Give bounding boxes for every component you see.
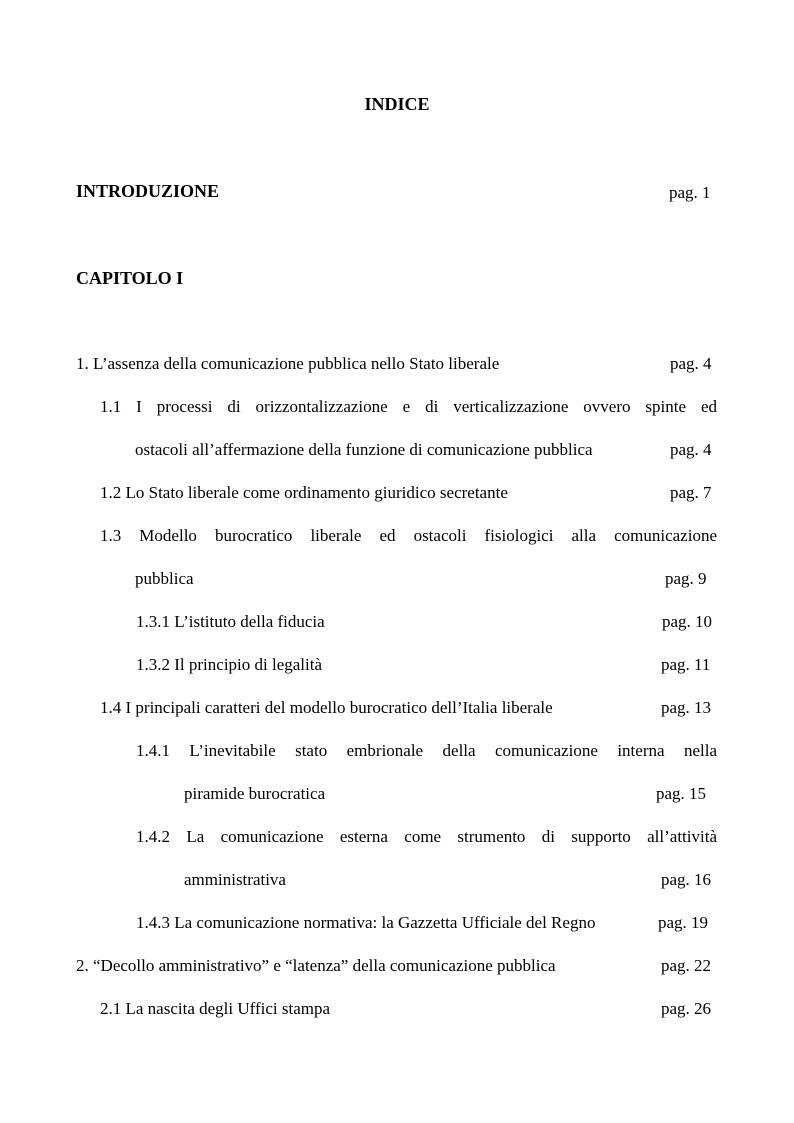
- toc-entry-1-3-1: [0, 610, 794, 634]
- toc-entry-2-1-text: 2.1 La nascita degli Uffici stampa: [100, 999, 331, 1018]
- toc-entry-1-3-2-text: 1.3.2 Il principio di legalità: [136, 655, 323, 674]
- toc-entry-1-3-line1: 1.3 Modello burocratico liberale ed ostacoli fisiologici alla comunicazione: [100, 526, 717, 545]
- toc-entry-1-4-1: [0, 782, 794, 806]
- toc-entry-1-2: [0, 481, 794, 505]
- toc-entry-1-4-2-line2: amministrativa: [184, 870, 286, 889]
- toc-entry-1-1: [0, 438, 794, 462]
- introduzione-heading: INTRODUZIONE: [76, 181, 220, 201]
- toc-entry-1-2-page: pag. 7: [670, 483, 712, 502]
- toc-entry-1-page: pag. 4: [670, 354, 712, 373]
- toc-entry-1-3-2-page: pag. 11: [661, 655, 711, 674]
- toc-entry-1: [0, 352, 794, 376]
- toc-entry-1-text: 1. L’assenza della comunicazione pubblica nello Stato liberale: [76, 354, 500, 373]
- toc-entry-1-4-1-page: pag. 15: [656, 784, 707, 803]
- toc-entry-1-4-3: [0, 911, 794, 935]
- toc-entry-1-4-2: [0, 868, 794, 892]
- toc-entry-1-3-page: pag. 9: [665, 569, 707, 588]
- toc-entry-1-3: [0, 567, 794, 591]
- toc-entry-2-1: [0, 997, 794, 1021]
- page-title: INDICE: [364, 94, 430, 114]
- introduzione-page-number: pag. 1: [669, 183, 711, 202]
- toc-entry-1-2-text: 1.2 Lo Stato liberale come ordinamento giuridico secretante: [100, 483, 508, 502]
- toc-entry-1-4-1-line2: piramide burocratica: [184, 784, 326, 803]
- toc-entry-2-1-page: pag. 26: [661, 999, 712, 1018]
- toc-entry-1-4-2-line1: 1.4.2 La comunicazione esterna come strumento di supporto all’attività: [136, 827, 717, 846]
- toc-entry-1-1-line1: 1.1 I processi di orizzontalizzazione e di verticalizzazione ovvero spinte ed: [100, 397, 717, 416]
- toc-entry-1-4-1-line1: 1.4.1 L’inevitabile stato embrionale della comunicazione interna nella: [136, 741, 717, 760]
- toc-entry-1-3-1-text: 1.3.1 L’istituto della fiducia: [136, 612, 325, 631]
- toc-entry-1-4-text: 1.4 I principali caratteri del modello burocratico dell’Italia liberale: [100, 698, 553, 717]
- toc-entry-2-page: pag. 22: [661, 956, 712, 975]
- toc-entry-1-4-page: pag. 13: [661, 698, 712, 717]
- toc-entry-1-1-page: pag. 4: [670, 440, 712, 459]
- toc-entry-2: [0, 954, 794, 978]
- toc-entry-1-4-3-text: 1.4.3 La comunicazione normativa: la Gazzetta Ufficiale del Regno: [136, 913, 596, 932]
- toc-entry-1-1-line2: ostacoli all’affermazione della funzione di comunicazione pubblica: [135, 440, 593, 459]
- introduzione-page-row: [0, 181, 794, 205]
- toc-entry-1-4-3-page: pag. 19: [658, 913, 709, 932]
- toc-entry-1-4: [0, 696, 794, 720]
- toc-entry-1-3-line2: pubblica: [135, 569, 194, 588]
- toc-entry-2-text: 2. “Decollo amministrativo” e “latenza” della comunicazione pubblica: [76, 956, 556, 975]
- toc-entry-1-3-2: [0, 653, 794, 677]
- toc-entry-1-3-1-page: pag. 10: [662, 612, 713, 631]
- chapter-heading: CAPITOLO I: [76, 268, 184, 288]
- toc-entry-1-4-2-page: pag. 16: [661, 870, 712, 889]
